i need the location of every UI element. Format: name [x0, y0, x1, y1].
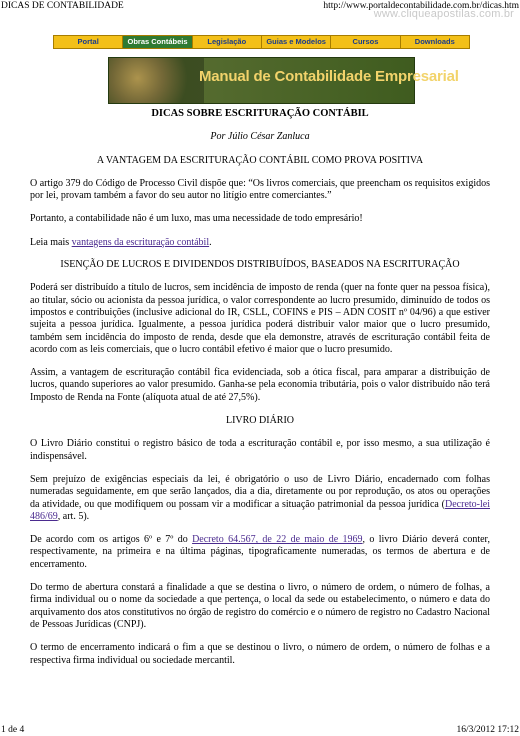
watermark: www.cliqueapostilas.com.br — [373, 8, 514, 20]
section-heading-isencao: ISENÇÃO DE LUCROS E DIVIDENDOS DISTRIBUÍDOS, BASEADOS NA ESCRITURAÇÃO — [60, 259, 460, 271]
nav-item-downloads[interactable]: Downloads — [414, 37, 455, 46]
nav-item-obras-contabeis[interactable]: Obras Contábeis — [123, 36, 192, 48]
print-header-url: http://www.portaldecontabilidade.com.br/dicas.htm — [323, 1, 519, 11]
article-title: DICAS SOBRE ESCRITURAÇÃO CONTÁBIL — [151, 108, 369, 119]
paragraph-codigo-processo: O artigo 379 do Código de Processo Civil dispõe que: “Os livros comerciais, que preencham os requisitos exigidos por lei, provam também a favor do seu autor no litígio entre comerciantes.” — [30, 177, 490, 202]
link-decreto-lei-486-69[interactable]: Decreto-lei 486/69 — [30, 498, 490, 522]
article-author: Por Júlio César Zanluca — [210, 131, 310, 143]
paragraph-termo-encerramento: O termo de encerramento indicará o fim a que se destinou o livro, o número de ordem, o número de folhas e a respectiva firma individual ou sociedade mercantil. — [30, 642, 490, 666]
print-footer — [0, 724, 520, 736]
paragraph-termo-abertura: Do termo de abertura constará a finalidade a que se destina o livro, o número de ordem, o número de folhas, a firma individual ou o nome da sociedade a que pertença, o local da sede ou estabelecimento, o número e data do arquivamento dos atos constitutivos no órgão de registro do comércio e o número de registro no Cadastro Nacional de Pessoas Jurídicas (CNPJ). — [30, 582, 490, 630]
obrigatorio-suffix: , art. 5). — [57, 510, 90, 522]
nav-item-legislacao[interactable]: Legislação — [193, 36, 262, 48]
link-vantagens-escrituracao[interactable]: vantagens da escrituração contábil — [71, 236, 210, 248]
banner-title: Manual de Contabilidade Empresarial — [199, 68, 459, 85]
leia-mais-prefix: Leia mais — [30, 236, 72, 248]
artigos-prefix: De acordo com os artigos 6º e 7º do — [30, 534, 193, 546]
article-content — [30, 108, 490, 667]
obrigatorio-text: Sem prejuízo de exigências especiais da lei, é obrigatório o uso de Livro Diário, encadernado com folhas numeradas seguidamente, em que serão lançados, dia a dia, diretamente ou por reprodução, os atos ou operações da atividade, ou que modifiquem ou possam vir a modificar a situação patrimonial da pessoa jurídica ( — [30, 473, 490, 510]
paragraph-livro-diario-registro: O Livro Diário constitui o registro básico de toda a escrituração contábil e, por isso mesmo, a sua utilização é indispensável. — [30, 438, 490, 462]
banner-image[interactable] — [108, 57, 459, 104]
artigos-suffix: , o livro Diário deverá conter, respectivamente, na primeira e na última páginas, tipograficamente numeradas, os termos de abertura e de encerramento. — [30, 534, 490, 570]
nav-item-portal[interactable]: Portal — [54, 36, 123, 48]
paragraph-contabilidade-necessidade: Portanto, a contabilidade não é um luxo, mas uma necessidade de todo empresário! — [30, 213, 363, 225]
leia-mais-suffix: . — [209, 236, 212, 248]
section-heading-vantagem: A VANTAGEM DA ESCRITURAÇÃO CONTÁBIL COMO PROVA POSITIVA — [96, 154, 424, 166]
print-header-title: DICAS DE CONTABILIDADE — [1, 1, 124, 11]
section-heading-livro-diario: LIVRO DIÁRIO — [225, 415, 295, 427]
paragraph-lucros-distribuidos: Poderá ser distribuído a título de lucros, sem incidência de imposto de renda (quer na fonte quer na pessoa física), ao titular, sócio ou acionista da pessoa jurídica, o valor correspondente ao lucro presumido, diminuído de todos os impostos e contribuições (inclusive adicional do IR, CSLL, COFINS e PIS – ADN COSIT nº 04/96) a que estiver sujeita a pessoa jurídica. Igualmente, a pessoa jurídica poderá distribuir valor maior que o lucro presumido, também sem incidência do imposto de renda, desde que ela demonstre, através de escrituração contábil feita de acordo com as leis comerciais, que o lucro contábil efetivo é maior que o lucro presumido. — [30, 282, 490, 355]
nav-item-guias-e-modelos[interactable]: Guias e Modelos — [262, 36, 331, 48]
banner-book-art — [109, 58, 204, 103]
link-decreto-64567[interactable]: Decreto 64.567, de 22 de maio de 1969 — [192, 534, 363, 546]
page-number: 1 de 4 — [1, 725, 25, 735]
print-datetime: 16/3/2012 17:12 — [456, 725, 519, 735]
top-nav-bar — [53, 35, 470, 49]
nav-item-cursos[interactable]: Cursos — [331, 36, 400, 48]
paragraph-leia-mais — [30, 237, 490, 249]
paragraph-artigos-decreto — [30, 534, 490, 571]
paragraph-obrigatorio-livro-diario — [30, 474, 490, 523]
paragraph-vantagem-fiscal: Assim, a vantagem de escrituração contábil fica evidenciada, sob a ótica fiscal, para amparar a distribuição de lucros, quando superiores ao valor presumido. Ganha-se pela economia tributária, pois o valor distribuído não terá Imposto de Renda na Fonte (alíquota atual de até 27,5%). — [30, 367, 490, 403]
